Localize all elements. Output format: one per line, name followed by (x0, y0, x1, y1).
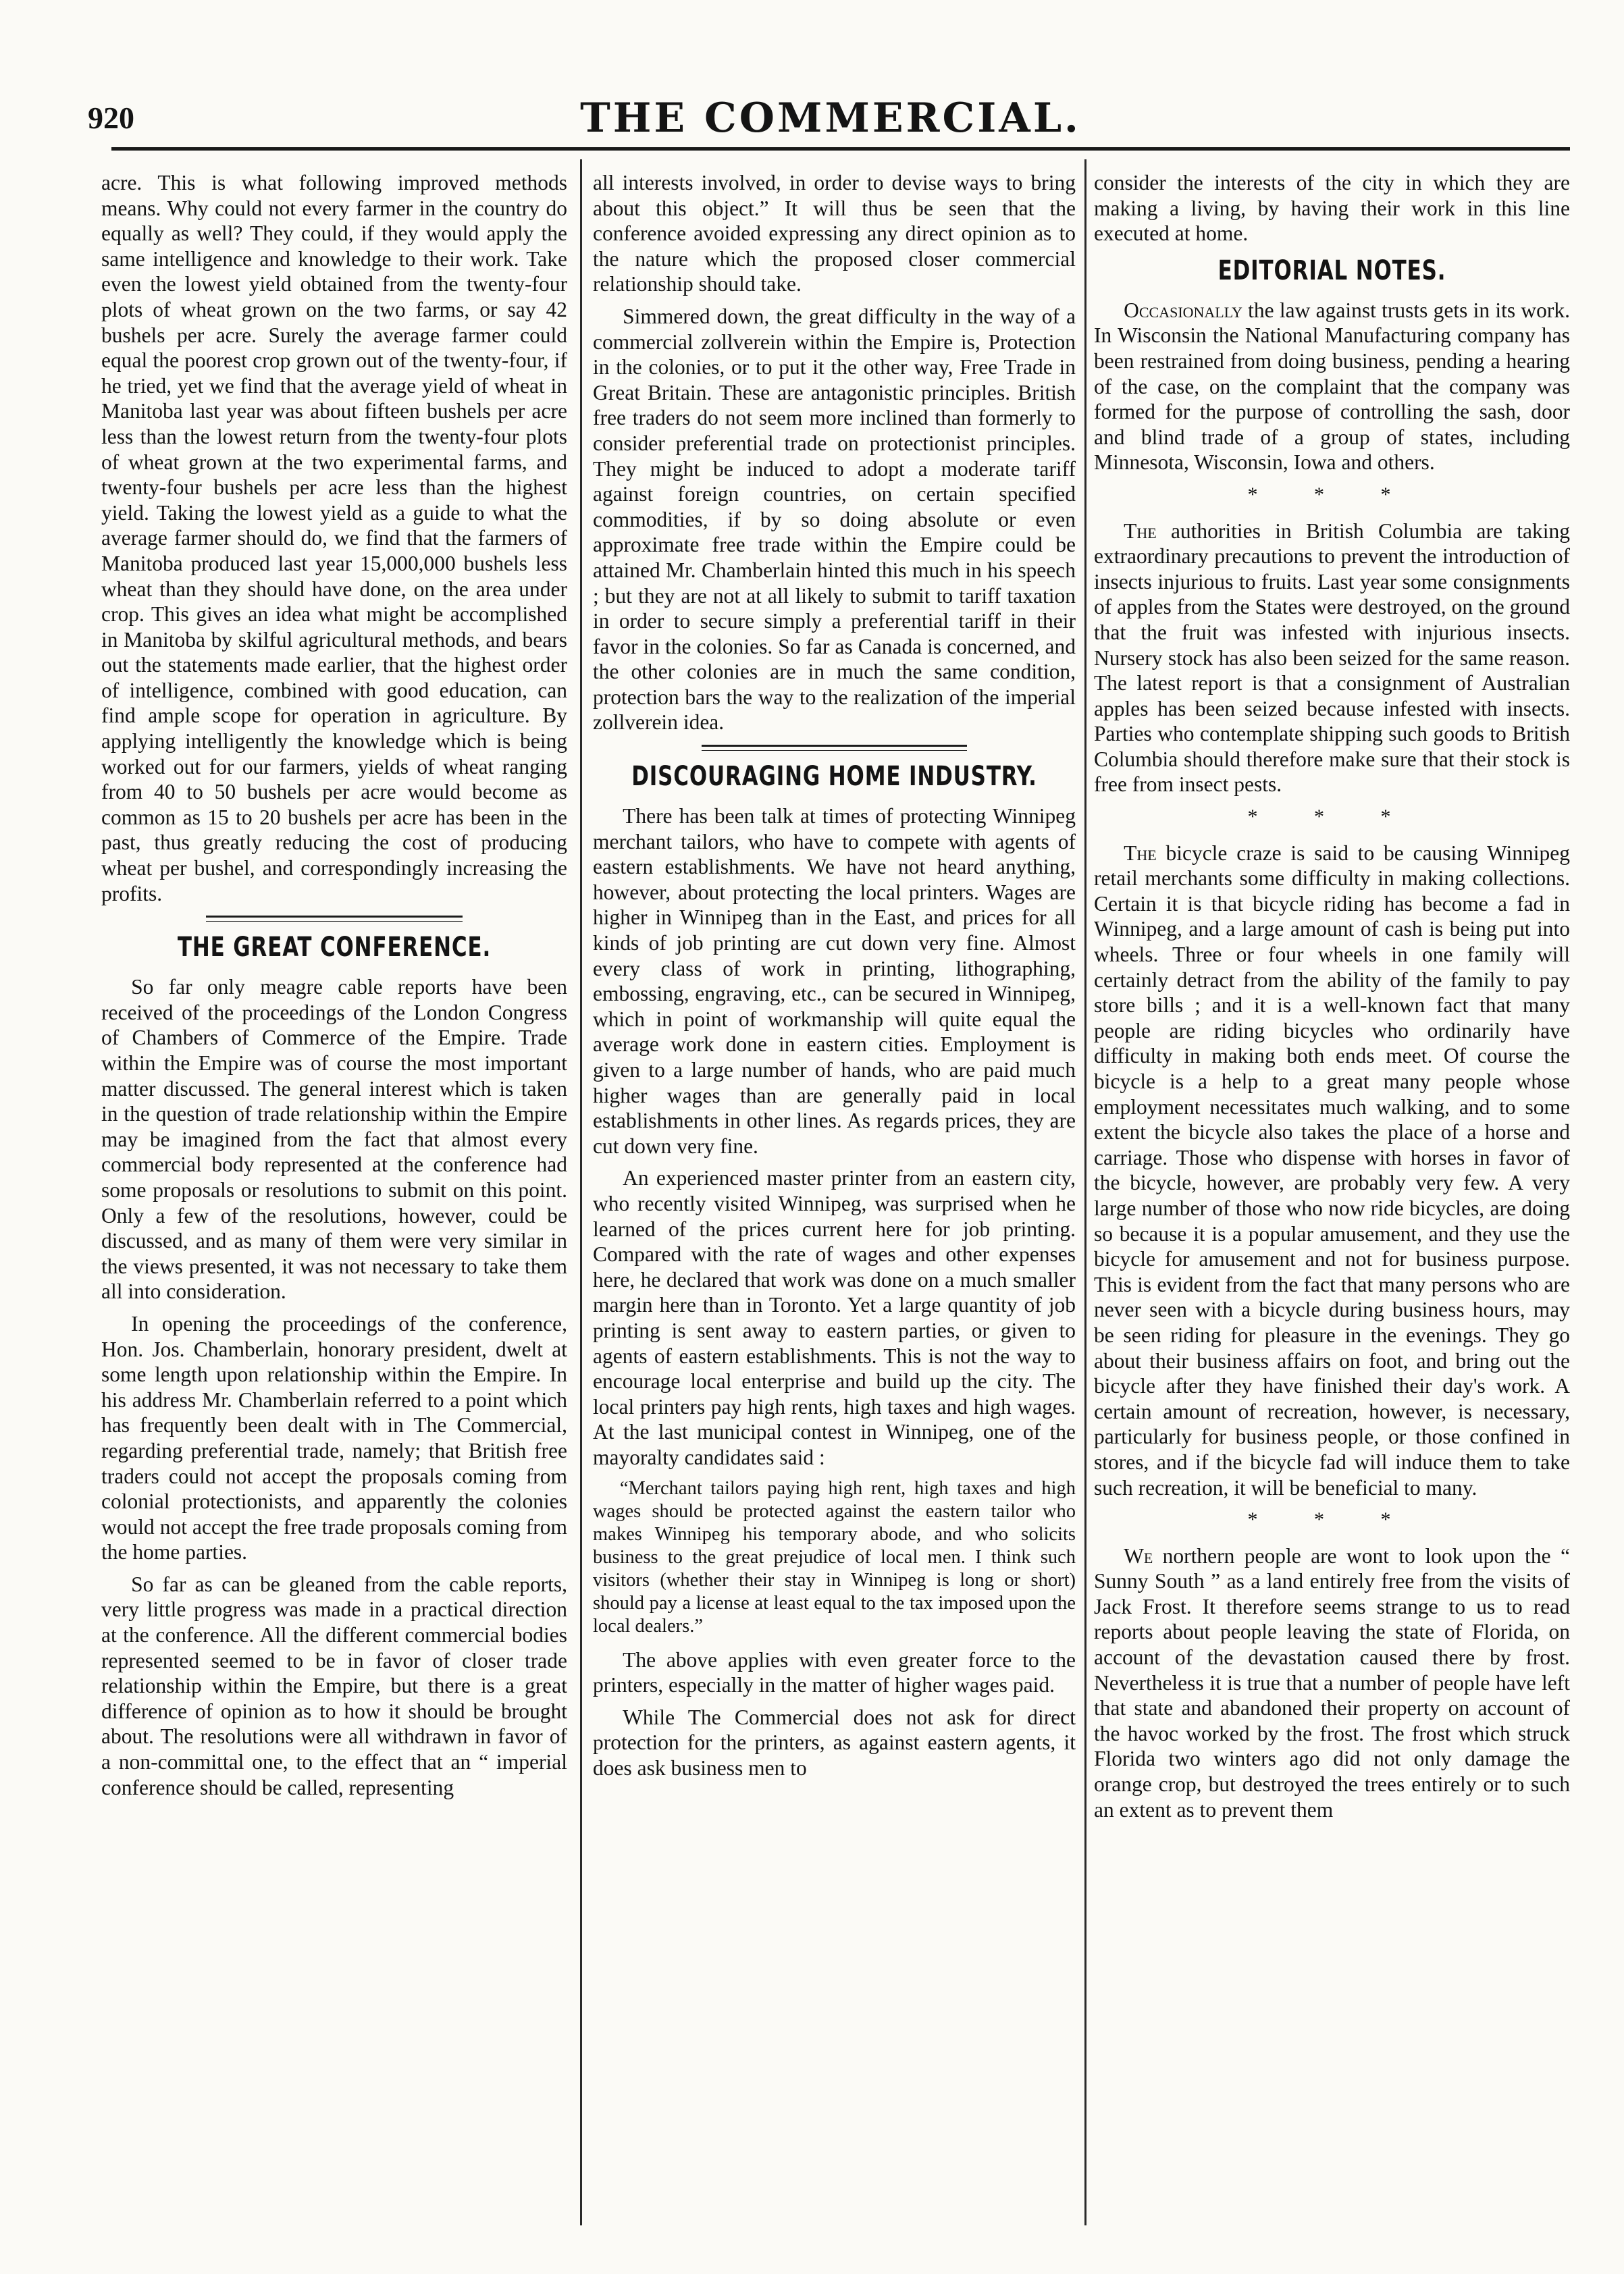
article-paragraph: The above applies with even greater force to the printers, especially in the matter of higher wages paid. (593, 1647, 1076, 1697)
masthead-title: THE COMMERCIAL. (580, 95, 1081, 142)
article-paragraph: An experienced master printer from an eastern city, who recently visited Winnipeg, was surprised when he learned of the prices current here for job printing. Compared with the rate of wages and other expenses here, he declared that work was done on a much smaller margin here than in Toronto. Yet a large quantity of job printing is sent away to eastern parties, or given to agents of eastern establishments. This is not the way to encourage local enterprise and build up the city. The local printers pay high rents, high taxes and high wages. At the last municipal contest in Winnipeg, one of the mayoralty candidates said : (593, 1166, 1076, 1469)
section-rule (206, 916, 463, 922)
section-heading: DISCOURAGING HOME INDUSTRY. (631, 761, 1037, 793)
article-paragraph: While The Commercial does not ask for direct protection for the printers, as against eastern agents, it does ask business men to (593, 1705, 1076, 1780)
column-divider (580, 159, 582, 2225)
article-paragraph: So far as can be gleaned from the cable reports, very little progress was made in a practical direction at the conference. All the different commercial bodies represented seemed to be in favor of closer trade relationship within the Empire, but there is a great difference of opinion as to how it should be brought about. The resolutions were all withdrawn in favor of a non-committal one, to the effect that an “ imperial conference should be called, representing (101, 1572, 567, 1799)
article-paragraph: In opening the proceedings of the conference, Hon. Jos. Chamberlain, honorary president, dwelt at some length upon relationship within the Empire. In his address Mr. Chamberlain referred to a point which has frequently been dealt with in The Commercial, regarding preferential trade, namely; that British free traders could not accept the proposals coming from colonial protectionists, and apparently the colonies would not accept the free trade proposals coming from the home parties. (101, 1311, 567, 1564)
paragraph-text: authorities in British Columbia are taking extraordinary precautions to prevent the introduction of insects injurious to fruits. Last year some consignments of apples from the States were destroyed, on the ground that the fruit was infested with injurious insects. Nursery stock has also been seized for the same reason. The latest report is that a consignment of Australian apples has been seized because infested with insects. Parties who contemplate shipping such goods to British Columbia should therefore make sure that their stock is free from insect pests. (1094, 519, 1570, 797)
article-paragraph (1094, 841, 1570, 1500)
section-rule (702, 745, 967, 751)
article-paragraph (1094, 1543, 1570, 1823)
page-header (88, 95, 1573, 142)
section-separator: * * * (1247, 483, 1417, 506)
quoted-paragraph: “Merchant tailors paying high rent, high taxes and high wages should be protected against the eastern tailor who makes Winnipeg his temporary abode, and who solicits business to the great prejudice of local men. I think such visitors (whether their stay in Winnipeg is long or short) should pay a license at least equal to the tax imposed upon the local dealers.” (593, 1477, 1076, 1637)
column-2 (593, 170, 1076, 2223)
column-divider (1084, 159, 1086, 2225)
article-paragraph: There has been talk at times of protecting Winnipeg merchant tailors, who have to compete with agents of eastern establishments. We have not heard anything, however, about protecting the local printers. Wages are higher in Winnipeg than in the East, and prices for all kinds of job printing are cut down very fine. Almost every class of work in printing, lithographing, embossing, engraving, etc., can be secured in Winnipeg, which in point of workmanship will quite equal the average work done in eastern cities. Employment is given to a large number of hands, who are paid much higher wages than are generally paid in local establishments in other lines. As regards prices, they are cut down very fine. (593, 804, 1076, 1158)
article-paragraph: all interests involved, in order to devise ways to bring about this object.” It will thus be seen that the conference avoided expressing any direct opinion as to the nature which the proposed closer commercial relationship should take. (593, 171, 1076, 296)
header-rule (111, 147, 1570, 151)
article-paragraph (1094, 519, 1570, 798)
lead-word: We (1124, 1543, 1153, 1568)
article-paragraph: Simmered down, the great difficulty in the way of a commercial zollverein within the Empire is, Protection in the colonies, or to put it the other way, Free Trade in Great Britain. These are antagonistic principles. British free traders do not seem more inclined than formerly to consider preferential trade on protectionist principles. They might be induced to adopt a moderate tariff against foreign countries, on certain specified commodities, if by so doing absolute or even approximate free trade within the Empire could be attained Mr. Chamberlain hinted this much in his speech ; but they are not at all likely to submit to tariff taxation in order to secure simply a preferential tariff in their favor in the colonies. So far as Canada is concerned, and the other colonies are in much the same condition, protection bars the way to the realization of the imperial zollverein idea. (593, 304, 1076, 735)
paragraph-text: the law against trusts gets in its work. In Wisconsin the National Manufacturing company has been restrained from doing business, pending a hearing of the case, on the complaint that the company was formed for the purpose of controlling the sash, door and blind trade of a group of states, including Minnesota, Wisconsin, Iowa and others. (1094, 298, 1570, 475)
lead-word: The (1124, 519, 1157, 543)
section-heading: EDITORIAL NOTES. (1217, 255, 1446, 286)
lead-word: Occasionally (1124, 298, 1242, 322)
article-paragraph: consider the interests of the city in which they are making a living, by having their work in this line executed at home. (1094, 171, 1570, 246)
column-1 (101, 170, 567, 2223)
article-paragraph: So far only meagre cable reports have been received of the proceedings of the London Congress of Chambers of Commerce of the Empire. Trade within the Empire was of course the most important matter discussed. The general interest which is taken in the question of trade relationship within the Empire may be imagined from the fact that almost every commercial body represented at the conference had some proposals or resolutions to submit on this point. Only a few of the resolutions, however, could be discussed, and as many of them were very similar in the views presented, it was not necessary to take them all into consideration. (101, 975, 567, 1304)
page-number: 920 (88, 101, 134, 135)
section-separator: * * * (1247, 1508, 1417, 1531)
section-separator: * * * (1247, 805, 1417, 828)
paragraph-text: bicycle craze is said to be causing Winnipeg retail merchants some difficulty in making collections. Certain it is that bicycle riding has become a fad in Winnipeg, and a large amount of cash is being put into wheels. Three or four wheels in one family will certainly detract from the ability of the family to pay store bills ; and it is a well-known fact that many people are riding bicycles who ordinarily have difficulty in making both ends meet. Of course the bicycle is a help to a great many people whose employment necessitates much walking, and to some extent the bicycle also takes the place of a horse and carriage. Those who dispense with horses in favor of the bicycle, however, are probably very few. A very large number of those who now ride bicycles, are doing so because it is a popular amusement, and they use the bicycle for amusement and not for business purpose. This is evident from the fact that many persons who are never seen with a bicycle during business hours, may be seen riding for pleasure in the evenings. They go about their business affairs on foot, and bring out the bicycle after they have finished their day's work. A certain amount of recreation, however, is necessary, particularly for business people, or those confined in stores, and if the bicycle fad will induce them to take such recreation, it will be beneficial to many. (1094, 841, 1570, 1500)
article-paragraph: acre. This is what following improved methods means. Why could not every farmer in the country do equally as well? They could, if they would apply the same intelligence and knowledge to their work. Take even the lowest yield obtained from the twenty-four plots of wheat grown on the two farms, or say 42 bushels per acre. Surely the average farmer could equal the poorest crop grown out of the twenty-four, if he tried, yet we find that the average yield of wheat in Manitoba last year was about fifteen bushels per acre less than the lowest return from the twenty-four plots of wheat grown at the two experimental farms, and twenty-four bushels per acre less than the highest yield. Taking the lowest yield as a guide to what the average farmer should do, we find that the farmers of Manitoba produced last year 15,000,000 bushels less wheat than they should have done, on the area under crop. This gives an idea what might be accomplished in Manitoba by skilful agricultural methods, and bears out the statements made earlier, that the highest order of intelligence, combined with good education, can find ample scope for operation in agriculture. By applying intelligently the knowledge which is being worked out for our farmers, yields of wheat ranging from 40 to 50 bushels per acre would become as common as 15 to 20 bushels per acre has been in the past, thus greatly reducing the cost of producing wheat per bushel, and correspondingly increasing the profits. (101, 171, 567, 905)
paragraph-text: northern people are wont to look upon the “ Sunny South ” as a land entirely free from the visits of Jack Frost. It therefore seems strange to us to read reports about people leaving the state of Florida, on account of the devastation caused there by frost. Nevertheless it is true that a number of people have left that state and abandoned their property on account of the havoc worked by the frost. The frost which struck Florida two winters ago did not only damage the orange crop, but destroyed the trees entirely or to such an extent as to prevent them (1094, 1543, 1570, 1822)
column-3 (1094, 170, 1570, 2223)
article-paragraph (1094, 298, 1570, 475)
section-heading: THE GREAT CONFERENCE. (177, 932, 492, 963)
lead-word: The (1124, 841, 1157, 865)
